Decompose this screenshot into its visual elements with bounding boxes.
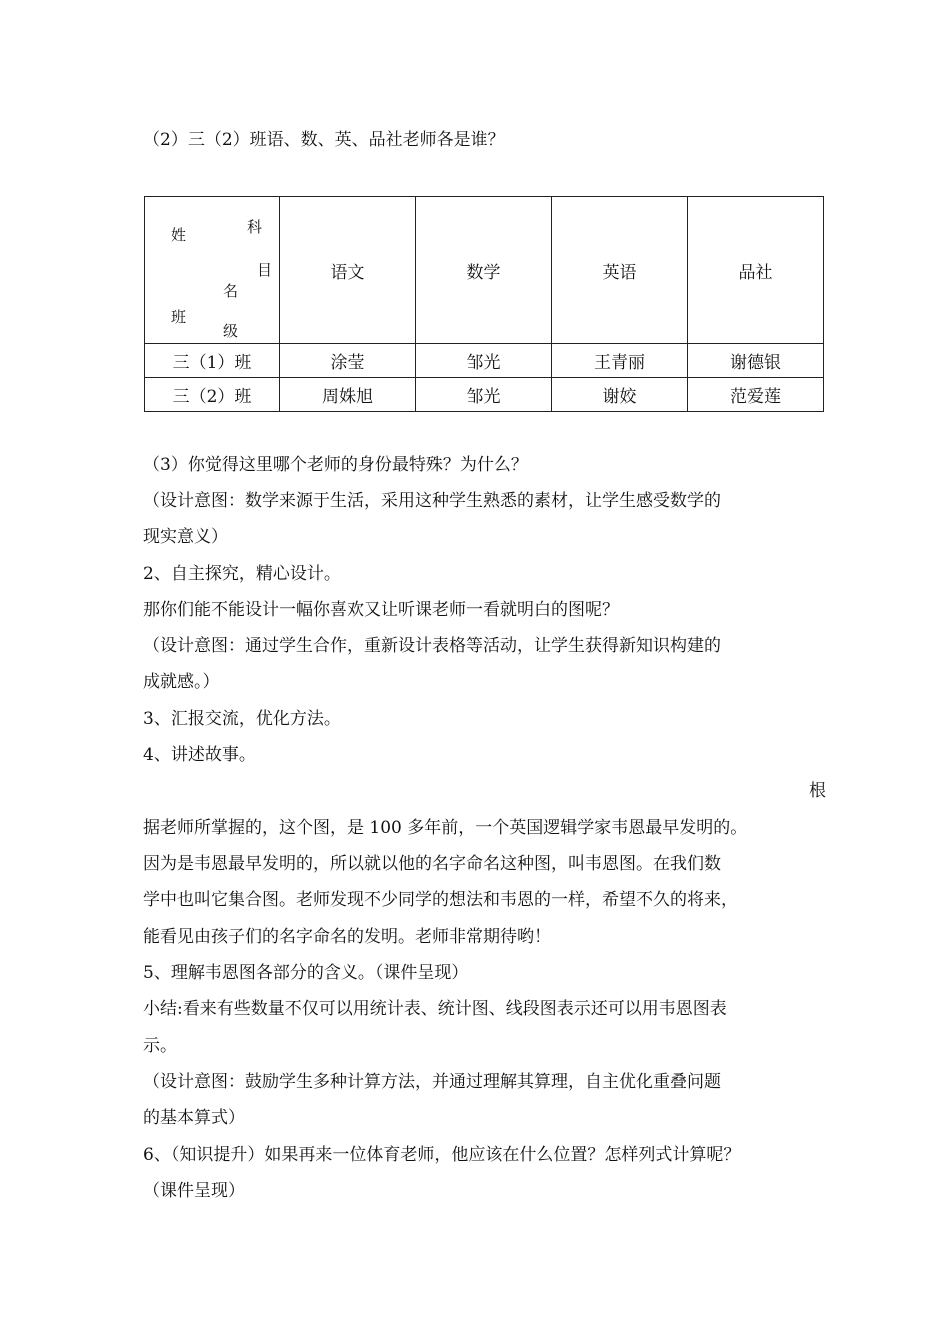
table-row xyxy=(145,378,824,412)
table-row xyxy=(145,344,824,378)
question-3: （3）你觉得这里哪个老师的身份最特殊？为什么？ xyxy=(143,455,528,475)
story-line-2: 因为是韦恩最早发明的，所以就以他的名字命名这种图，叫韦恩图。在我们数 xyxy=(143,854,721,874)
design-intent-1-line2: 现实意义） xyxy=(143,527,228,547)
step-5-heading: 5、理解韦恩图各部分的含义。（课件呈现） xyxy=(143,963,469,983)
step-2-prompt: 那你们能不能设计一幅你喜欢又让听课老师一看就明白的图呢？ xyxy=(143,600,619,620)
design-intent-3-line2: 的基本算式） xyxy=(143,1108,245,1128)
story-line-4: 能看见由孩子们的名字命名的发明。老师非常期待哟！ xyxy=(143,927,551,947)
corner-ji: 级 xyxy=(223,322,239,340)
table-cell: 范爱莲 xyxy=(688,378,824,412)
table-header-row xyxy=(145,197,824,344)
header-cell: 品社 xyxy=(688,197,824,344)
step-3-heading: 3、汇报交流，优化方法。 xyxy=(143,709,341,729)
row-label: 三（1）班 xyxy=(145,344,280,378)
table-cell: 谢德银 xyxy=(688,344,824,378)
header-cell: 语文 xyxy=(280,197,416,344)
story-line-3: 学中也叫它集合图。老师发现不少同学的想法和韦恩的一样，希望不久的将来， xyxy=(143,890,738,910)
corner-cell xyxy=(145,197,280,344)
step-4-heading: 4、讲述故事。 xyxy=(143,745,256,765)
table-cell: 王青丽 xyxy=(552,344,688,378)
table-cell: 涂莹 xyxy=(280,344,416,378)
table-cell: 邹光 xyxy=(416,378,552,412)
design-intent-3-line1: （设计意图：鼓励学生多种计算方法，并通过理解其算理，自主优化重叠问题 xyxy=(143,1072,721,1092)
question-2: （2）三（2）班语、数、英、品社老师各是谁？ xyxy=(143,130,505,150)
step-2-heading: 2、自主探究，精心设计。 xyxy=(143,564,341,584)
step-6-heading: 6、（知识提升）如果再来一位体育老师，他应该在什么位置？怎样列式计算呢？ xyxy=(143,1145,741,1165)
corner-ming: 名 xyxy=(223,282,239,300)
design-intent-2-line1: （设计意图：通过学生合作，重新设计表格等活动，让学生获得新知识构建的 xyxy=(143,636,721,656)
teacher-table xyxy=(144,196,824,412)
summary-line-2: 示。 xyxy=(143,1036,177,1056)
table-cell: 周姝旭 xyxy=(280,378,416,412)
header-cell: 数学 xyxy=(416,197,552,344)
story-first-char: 根 xyxy=(809,781,826,801)
corner-ban: 班 xyxy=(171,308,187,326)
step-6-note: （课件呈现） xyxy=(143,1181,245,1201)
corner-mu: 目 xyxy=(257,261,273,279)
summary-line-1: 小结:看来有些数量不仅可以用统计表、统计图、线段图表示还可以用韦恩图表 xyxy=(143,999,727,1019)
table-cell: 邹光 xyxy=(416,344,552,378)
table-cell: 谢姣 xyxy=(552,378,688,412)
story-line-1: 据老师所掌握的，这个图，是 100 多年前，一个英国逻辑学家韦恩最早发明的。 xyxy=(143,818,748,838)
corner-ke: 科 xyxy=(247,218,263,236)
design-intent-2-line2: 成就感。） xyxy=(143,672,220,692)
header-cell: 英语 xyxy=(552,197,688,344)
row-label: 三（2）班 xyxy=(145,378,280,412)
design-intent-1-line1: （设计意图：数学来源于生活，采用这种学生熟悉的素材，让学生感受数学的 xyxy=(143,491,721,511)
corner-xing: 姓 xyxy=(171,226,187,244)
